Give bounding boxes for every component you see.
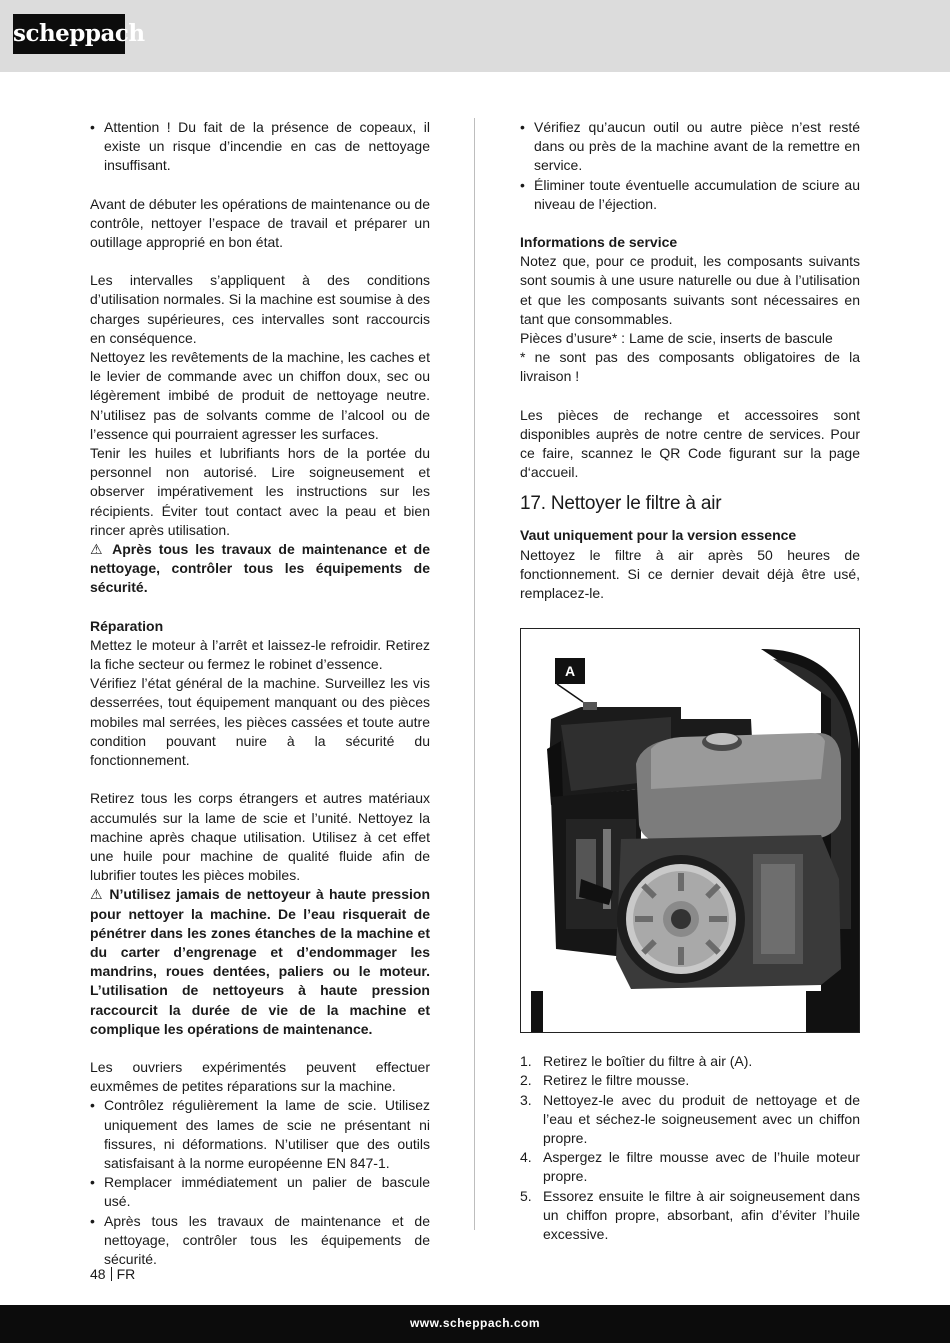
step-text: Retirez le filtre mousse. bbox=[543, 1072, 690, 1089]
warning-high-pressure bbox=[90, 885, 430, 1039]
paragraph-service: Notez que, pour ce produit, les composants suivants sont soumis à une usure naturelle ou due à l’utilisation et que les composants suivants sont nécessaires en tant que consommables. bbox=[520, 253, 860, 327]
page-language: FR bbox=[116, 1266, 136, 1282]
bullet-safety-check: • Après tous les travaux de maintenance et de nettoyage, contrôler tous les équipements de sécurité. bbox=[90, 1212, 430, 1270]
page-number: 48 bbox=[90, 1266, 106, 1282]
brand-logo: scheppach bbox=[13, 14, 125, 54]
paragraph-cleaning: Nettoyez les revêtements de la machine, les caches et le levier de commande avec un chiffon doux, sec ou légèrement imbibé de produit de nettoyage neutre. N’utilisez pas de solvants comme de l’alcool ou de l’essence qui pourraient agresser les surfaces. bbox=[90, 349, 430, 442]
paragraph-petrol: Nettoyez le filtre à air après 50 heures de fonctionnement. Si ce dernier devait déjà être usé, remplacez-le. bbox=[520, 546, 860, 602]
footer-band bbox=[0, 1305, 950, 1343]
bullet-fire-risk: • Attention ! Du fait de la présence de copeaux, il existe un risque d’incendie en cas de nettoyage insuffisant. bbox=[90, 118, 430, 176]
warning-safety-check bbox=[90, 540, 430, 598]
paragraph-repair-1: Mettez le moteur à l’arrêt et laissez-le refroidir. Retirez la fiche secteur ou fermez le robinet d’essence. bbox=[90, 636, 430, 673]
left-column bbox=[90, 118, 430, 1269]
engine-figure bbox=[520, 628, 860, 1033]
paragraph-workers: Les ouvriers expérimentés peuvent effectuer euxmêmes de petites réparations sur la machine. bbox=[90, 1058, 430, 1095]
step-number: 1. bbox=[520, 1053, 532, 1070]
column-divider bbox=[474, 118, 475, 1230]
bullet-saw-blade: • Contrôlez régulièrement la lame de scie. Utilisez uniquement des lames de scie ne présentant ni fissures, ni déformations. N’utiliser que des outils satisfaisant à la norme européenne EN 847-1. bbox=[90, 1096, 430, 1173]
warning-icon: ⚠ bbox=[90, 886, 104, 903]
step-number: 4. bbox=[520, 1149, 532, 1166]
step-5 bbox=[520, 1187, 860, 1245]
step-2 bbox=[520, 1071, 860, 1090]
wear-parts-note: * ne sont pas des composants obligatoires de la livraison ! bbox=[520, 349, 860, 385]
warning-safety-check-text: Après tous les travaux de maintenance et de nettoyage, contrôler tous les équipements de sécurité. bbox=[90, 541, 430, 596]
paragraph-spare-parts: Les pièces de rechange et accessoires sont disponibles auprès de notre centre de services. Pour ce faire, scannez le QR Code figurant sur la page d‘accueil. bbox=[520, 406, 860, 481]
website-link[interactable]: www.scheppach.com bbox=[409, 1316, 541, 1330]
step-4 bbox=[520, 1148, 860, 1186]
figure-label-a: A bbox=[555, 658, 585, 684]
paragraph-oils: Tenir les huiles et lubrifiants hors de la portée du personnel non autorisé. Lire soigneusement et observer impérativement les instructions sur les récipients. Éviter tout contact avec la peau et bien rincer après utilisation. bbox=[90, 445, 430, 538]
section-heading-air-filter: 17. Nettoyer le filtre à air bbox=[520, 493, 722, 515]
petrol-version-heading: Vaut uniquement pour la version essence bbox=[520, 527, 797, 544]
bullet-no-tools: • Vérifiez qu’aucun outil ou autre pièce n’est resté dans ou près de la machine avant de la remettre en service. bbox=[520, 118, 860, 176]
right-column bbox=[520, 118, 860, 1244]
footer-separator bbox=[111, 1267, 112, 1281]
step-number: 2. bbox=[520, 1072, 532, 1089]
step-text: Essorez ensuite le filtre à air soigneusement dans un chiffon propre, absorbant, afin d’éviter l’huile excessive. bbox=[543, 1187, 860, 1243]
step-text: Nettoyez-le avec du produit de nettoyage et de l’eau et séchez-le soigneusement avec un chiffon propre. bbox=[543, 1091, 860, 1147]
paragraph-repair-2: Vérifiez l’état général de la machine. Surveillez les vis desserrées, tout équipement manquant ou des pièces mobiles mal serrées, les pièces cassées et toute autre condition pouvant nuire à la sécurité du fonctionnement. bbox=[90, 675, 430, 769]
repair-heading: Réparation bbox=[90, 617, 164, 634]
paragraph-intervals: Les intervalles s’appliquent à des conditions d’utilisation normales. Si la machine est soumise à des charges supérieures, ces intervalles sont raccourcis en conséquence. bbox=[90, 272, 430, 346]
service-heading: Informations de service bbox=[520, 234, 678, 251]
bullet-sawdust: • Éliminer toute éventuelle accumulation de sciure au niveau de l’éjection. bbox=[520, 176, 860, 214]
page-footer bbox=[90, 1266, 135, 1282]
paragraph-before-maintenance: Avant de débuter les opérations de maintenance ou de contrôle, nettoyer l’espace de travail et préparer un outillage approprié en bon état. bbox=[90, 195, 430, 251]
engine-illustration bbox=[521, 629, 859, 1032]
wear-parts: Pièces d’usure* : Lame de scie, inserts de bascule bbox=[520, 330, 833, 347]
warning-icon: ⚠ bbox=[90, 541, 106, 558]
warning-high-pressure-text: N’utilisez jamais de nettoyeur à haute pression pour nettoyer la machine. De l’eau risquerait de pénétrer dans les zones étanches de la machine et du carter d’engrenage et d’endommager les mandrins, roues dentées, paliers ou le moteur. L’utilisation de nettoyeurs à haute pression raccourcit la durée de vie de la machine et complique les opérations de maintenance. bbox=[90, 886, 430, 1037]
step-number: 3. bbox=[520, 1091, 532, 1108]
bullet-bearing: • Remplacer immédiatement un palier de bascule usé. bbox=[90, 1173, 430, 1211]
step-3 bbox=[520, 1091, 860, 1149]
step-text: Retirez le boîtier du filtre à air (A). bbox=[543, 1053, 753, 1070]
step-text: Aspergez le filtre mousse avec de l’huile moteur propre. bbox=[543, 1149, 860, 1185]
step-1 bbox=[520, 1052, 860, 1071]
step-number: 5. bbox=[520, 1187, 532, 1204]
paragraph-foreign-bodies: Retirez tous les corps étrangers et autres matériaux accumulés sur la lame de scie et l’unité. Nettoyez la machine après chaque utilisation. Utilisez à cet effet une huile pour machine de qualité fluide afin de lubrifier toutes les pièces mobiles. bbox=[90, 790, 430, 884]
